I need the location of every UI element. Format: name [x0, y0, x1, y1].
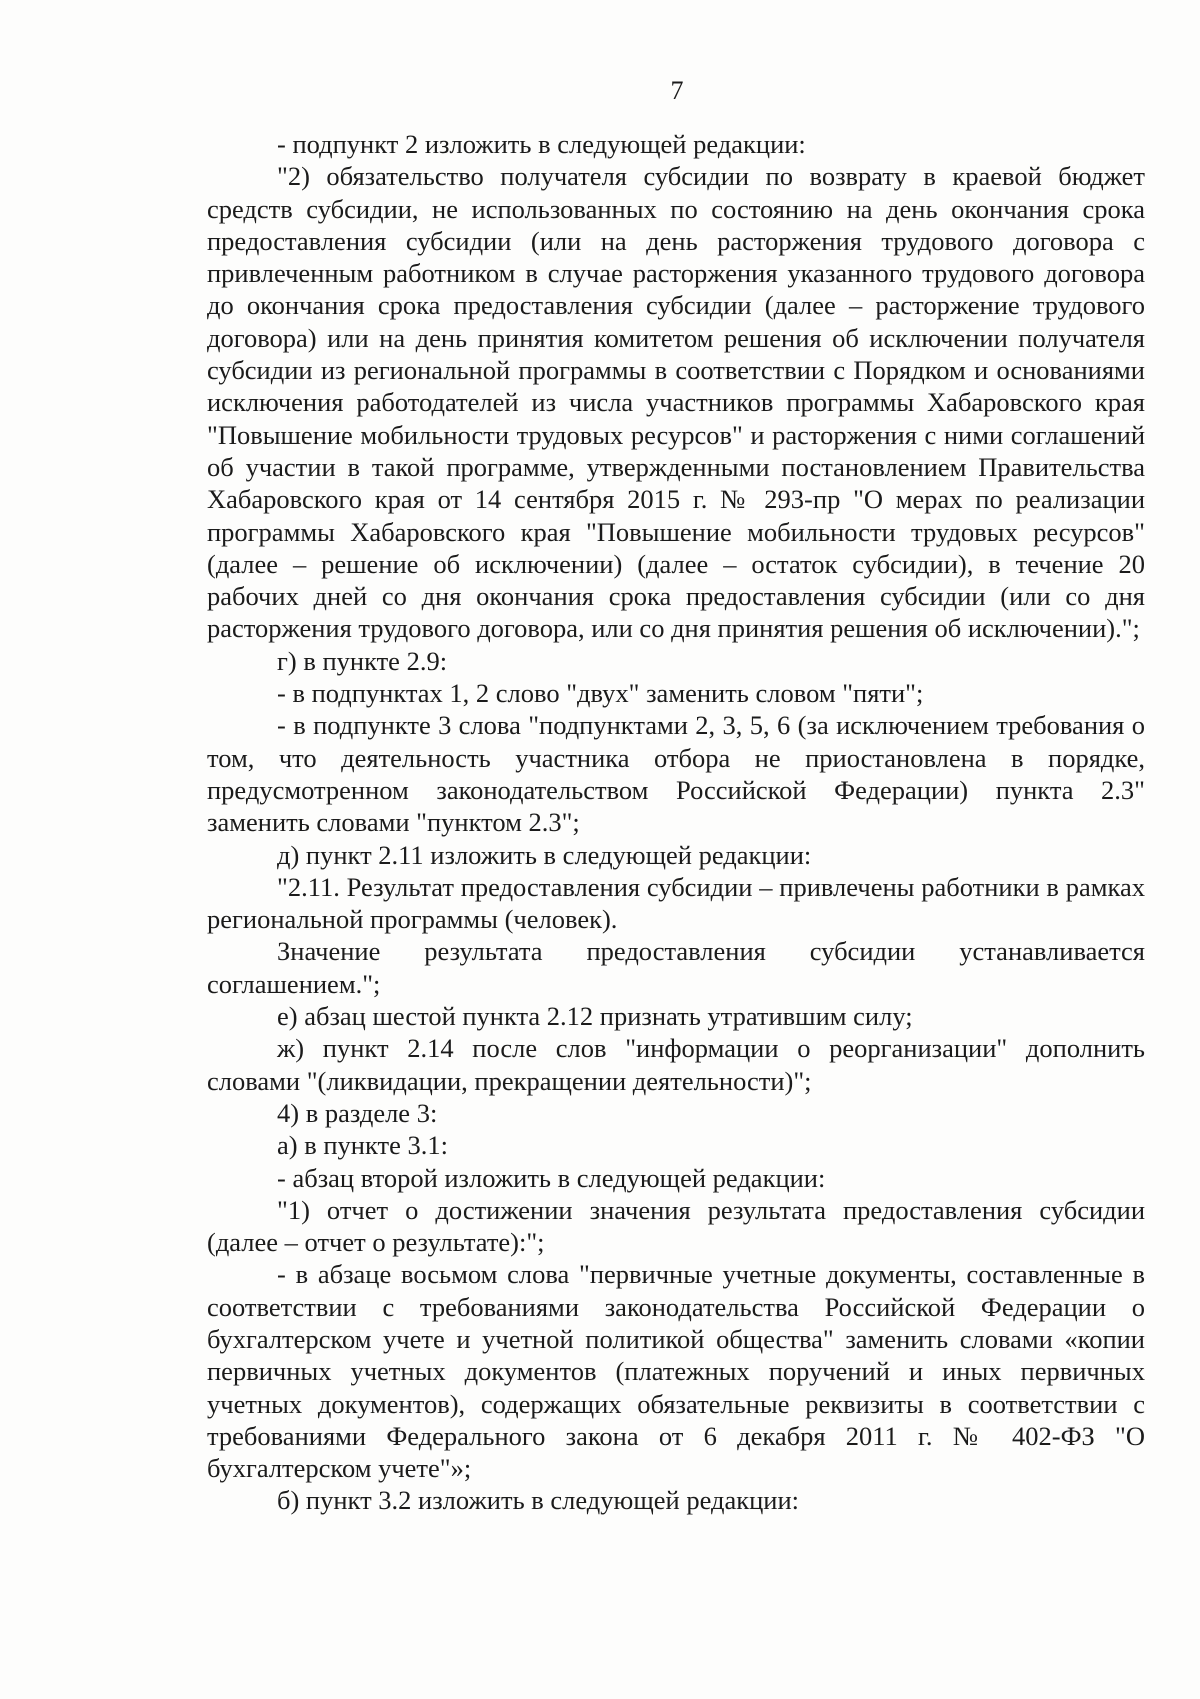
paragraph: - в подпункте 3 слова "подпунктами 2, 3, 5, 6 (за исключением требования о том, что деятельность участника отбора не приостановлена в порядке, предусмотренном законодательством Российской Федерации) пункта 2.3" заменить словами "пунктом 2.3";	[207, 710, 1145, 838]
paragraph: д) пункт 2.11 изложить в следующей редакции:	[277, 839, 812, 870]
paragraph: "2.11. Результат предоставления субсидии – привлечены работники в рамках региональной программы (человек).	[207, 871, 1145, 935]
paragraph: г) в пункте 2.9:	[277, 645, 448, 676]
paragraph: - в абзаце восьмом слова "первичные учетные документы, составленные в соответствии с требованиями законодательства Российской Федерации о бухгалтерском учете и учетной политикой общества" заменить словами «копии первичных учетных документов (платежных поручений и иных первичных учетных документов), содержащих обязательные реквизиты в соответствии с требованиями Федерального закона от 6 декабря 2011 г. № 402-ФЗ "О бухгалтерском учете"»;	[207, 1259, 1145, 1484]
paragraph: "1) отчет о достижении значения результата предоставления субсидии (далее – отчет о результате):";	[207, 1194, 1145, 1258]
paragraph: - в подпунктах 1, 2 слово "двух" заменить словом "пяти";	[277, 678, 924, 709]
document-body	[207, 128, 1145, 1517]
paragraph: - подпункт 2 изложить в следующей редакции:	[277, 129, 806, 159]
paragraph: б) пункт 3.2 изложить в следующей редакции:	[277, 1485, 800, 1516]
paragraph: Значение результата предоставления субсидии устанавливается соглашением.";	[207, 936, 1145, 999]
page-number: 7	[670, 76, 684, 105]
paragraph: е) абзац шестой пункта 2.12 признать утратившим силу;	[277, 1001, 913, 1032]
paragraph: а) в пункте 3.1:	[277, 1130, 448, 1161]
paragraph: - абзац второй изложить в следующей редакции:	[277, 1162, 826, 1193]
paragraph: 4) в разделе 3:	[277, 1097, 438, 1128]
paragraph: "2) обязательство получателя субсидии по возврату в краевой бюджет средств субсидии, не использованных по состоянию на день окончания срока предоставления субсидии (или на день расторжения трудового договора с привлеченным работником в случае расторжения указанного трудового договора до окончания срока предоставления субсидии (далее – расторжение трудового договора) или на день принятия комитетом решения об исключении получателя субсидии из региональной программы в соответствии с Порядком и основаниями исключения работодателей из числа участников программы Хабаровского края "Повышение мобильности трудовых ресурсов" и расторжения с ними соглашений об участии в такой программе, утвержденными постановлением Правительства Хабаровского края от 14 сентября 2015 г. № 293-пр "О мерах по реализации программы Хабаровского края "Повышение мобильности трудовых ресурсов" (далее – решение об исключении) (далее – остаток субсидии), в течение 20 рабочих дней со дня окончания срока предоставления субсидии (или со дня расторжения трудового договора, или со дня принятия решения об исключении).";	[207, 161, 1145, 644]
paragraph: ж) пункт 2.14 после слов "информации о реорганизации" дополнить словами "(ликвидации, прекращении деятельности)";	[207, 1033, 1145, 1096]
